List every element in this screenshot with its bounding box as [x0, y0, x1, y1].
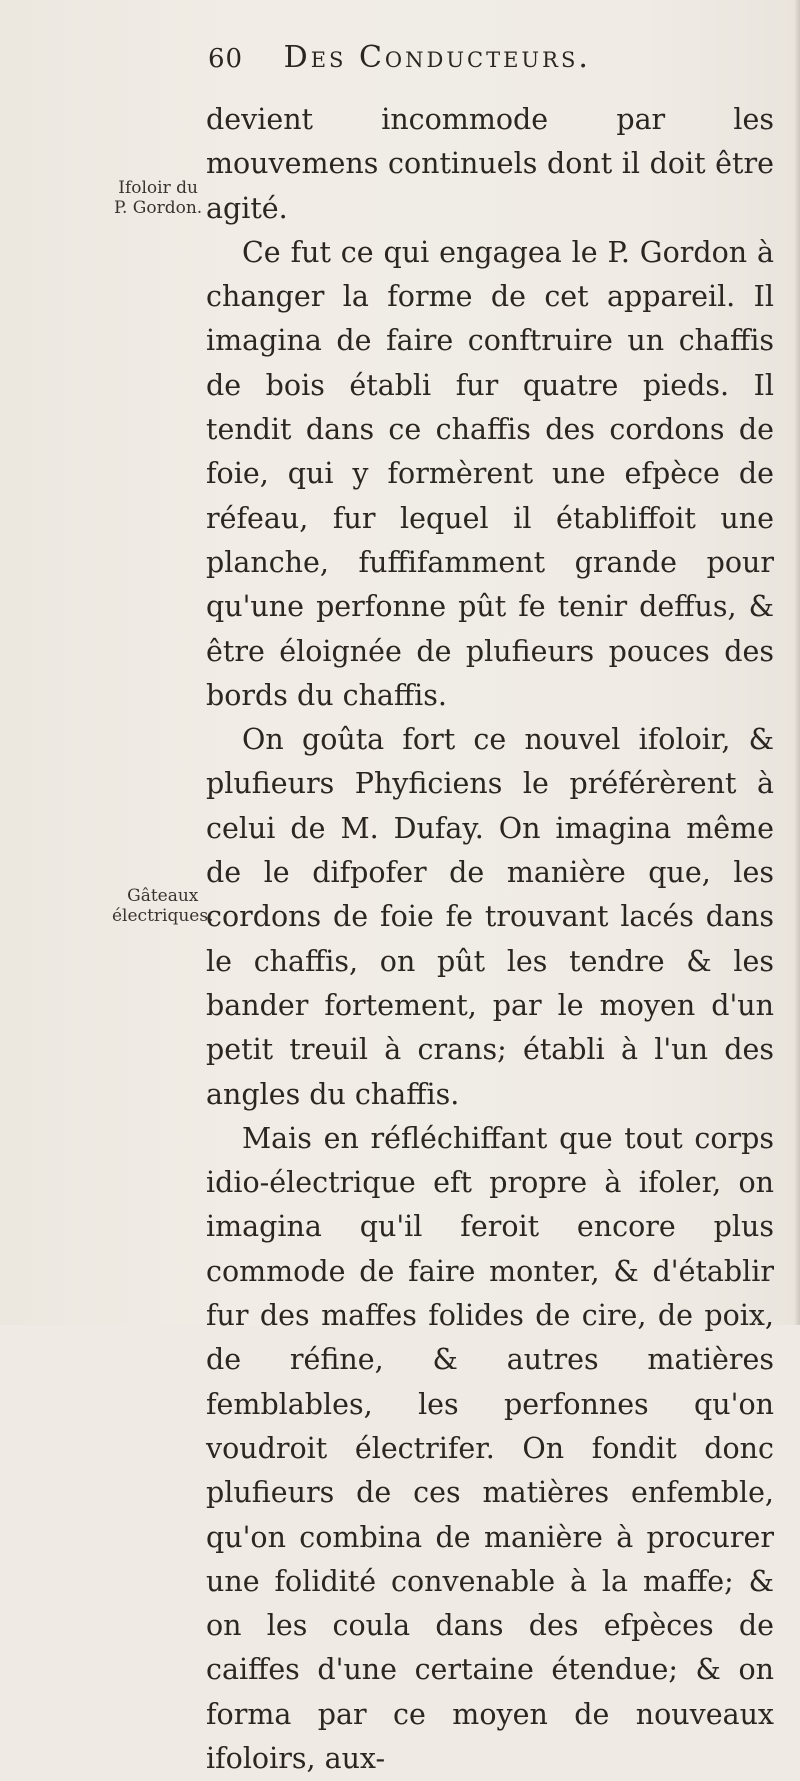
page-header	[208, 40, 591, 75]
margin-note-line: Ifoloir du	[118, 178, 198, 198]
margin-note-line: électriques.	[112, 906, 214, 926]
paragraph: Mais en réfléchiffant que tout corps idio-électrique eft propre à ifoler, on imagina qu'il feroit encore plus commode de faire monter, & d'établir fur des maffes folides de cire, de poix, de réfine, & autres matières femblables, les perfonnes qu'on voudroit électrifer. On fondit donc plufieurs de ces matières enfemble, qu'on combina de manière à procurer une folidité convenable à la maffe; & on les coula dans des efpèces de caiffes d'une certaine étendue; & on forma par ce moyen de nouveaux ifoloirs, aux-	[206, 1121, 774, 1775]
margin-note-line: Gâteaux	[127, 886, 199, 906]
running-title: Des Conducteurs.	[283, 40, 591, 75]
body-text	[206, 98, 774, 1781]
page-edge-shadow	[794, 0, 800, 1325]
page-number: 60	[208, 44, 244, 74]
paragraph: devient incommode par les mouvemens continuels dont il doit être agité.	[206, 103, 774, 225]
paragraph: On goûta fort ce nouvel ifoloir, & plufieurs Phyficiens le préférèrent à celui de M. Dufay. On imagina même de le difpofer de manière que, les cordons de foie fe trouvant lacés dans le chaffis, on pût les tendre & les bander fortement, par le moyen d'un petit treuil à crans; établi à l'un des angles du chaffis.	[206, 723, 774, 1111]
margin-note-gateaux	[112, 886, 214, 926]
margin-note-isoloir	[114, 178, 202, 218]
margin-note-line: P. Gordon.	[114, 198, 203, 218]
paragraph: Ce fut ce qui engagea le P. Gordon à changer la forme de cet appareil. Il imagina de faire conftruire un chaffis de bois établi fur quatre pieds. Il tendit dans ce chaffis des cordons de foie, qui y formèrent une efpèce de réfeau, fur lequel il établiffoit une planche, fuffifamment grande pour qu'une perfonne pût fe tenir deffus, & être éloignée de plufieurs pouces des bords du chaffis.	[206, 235, 774, 712]
